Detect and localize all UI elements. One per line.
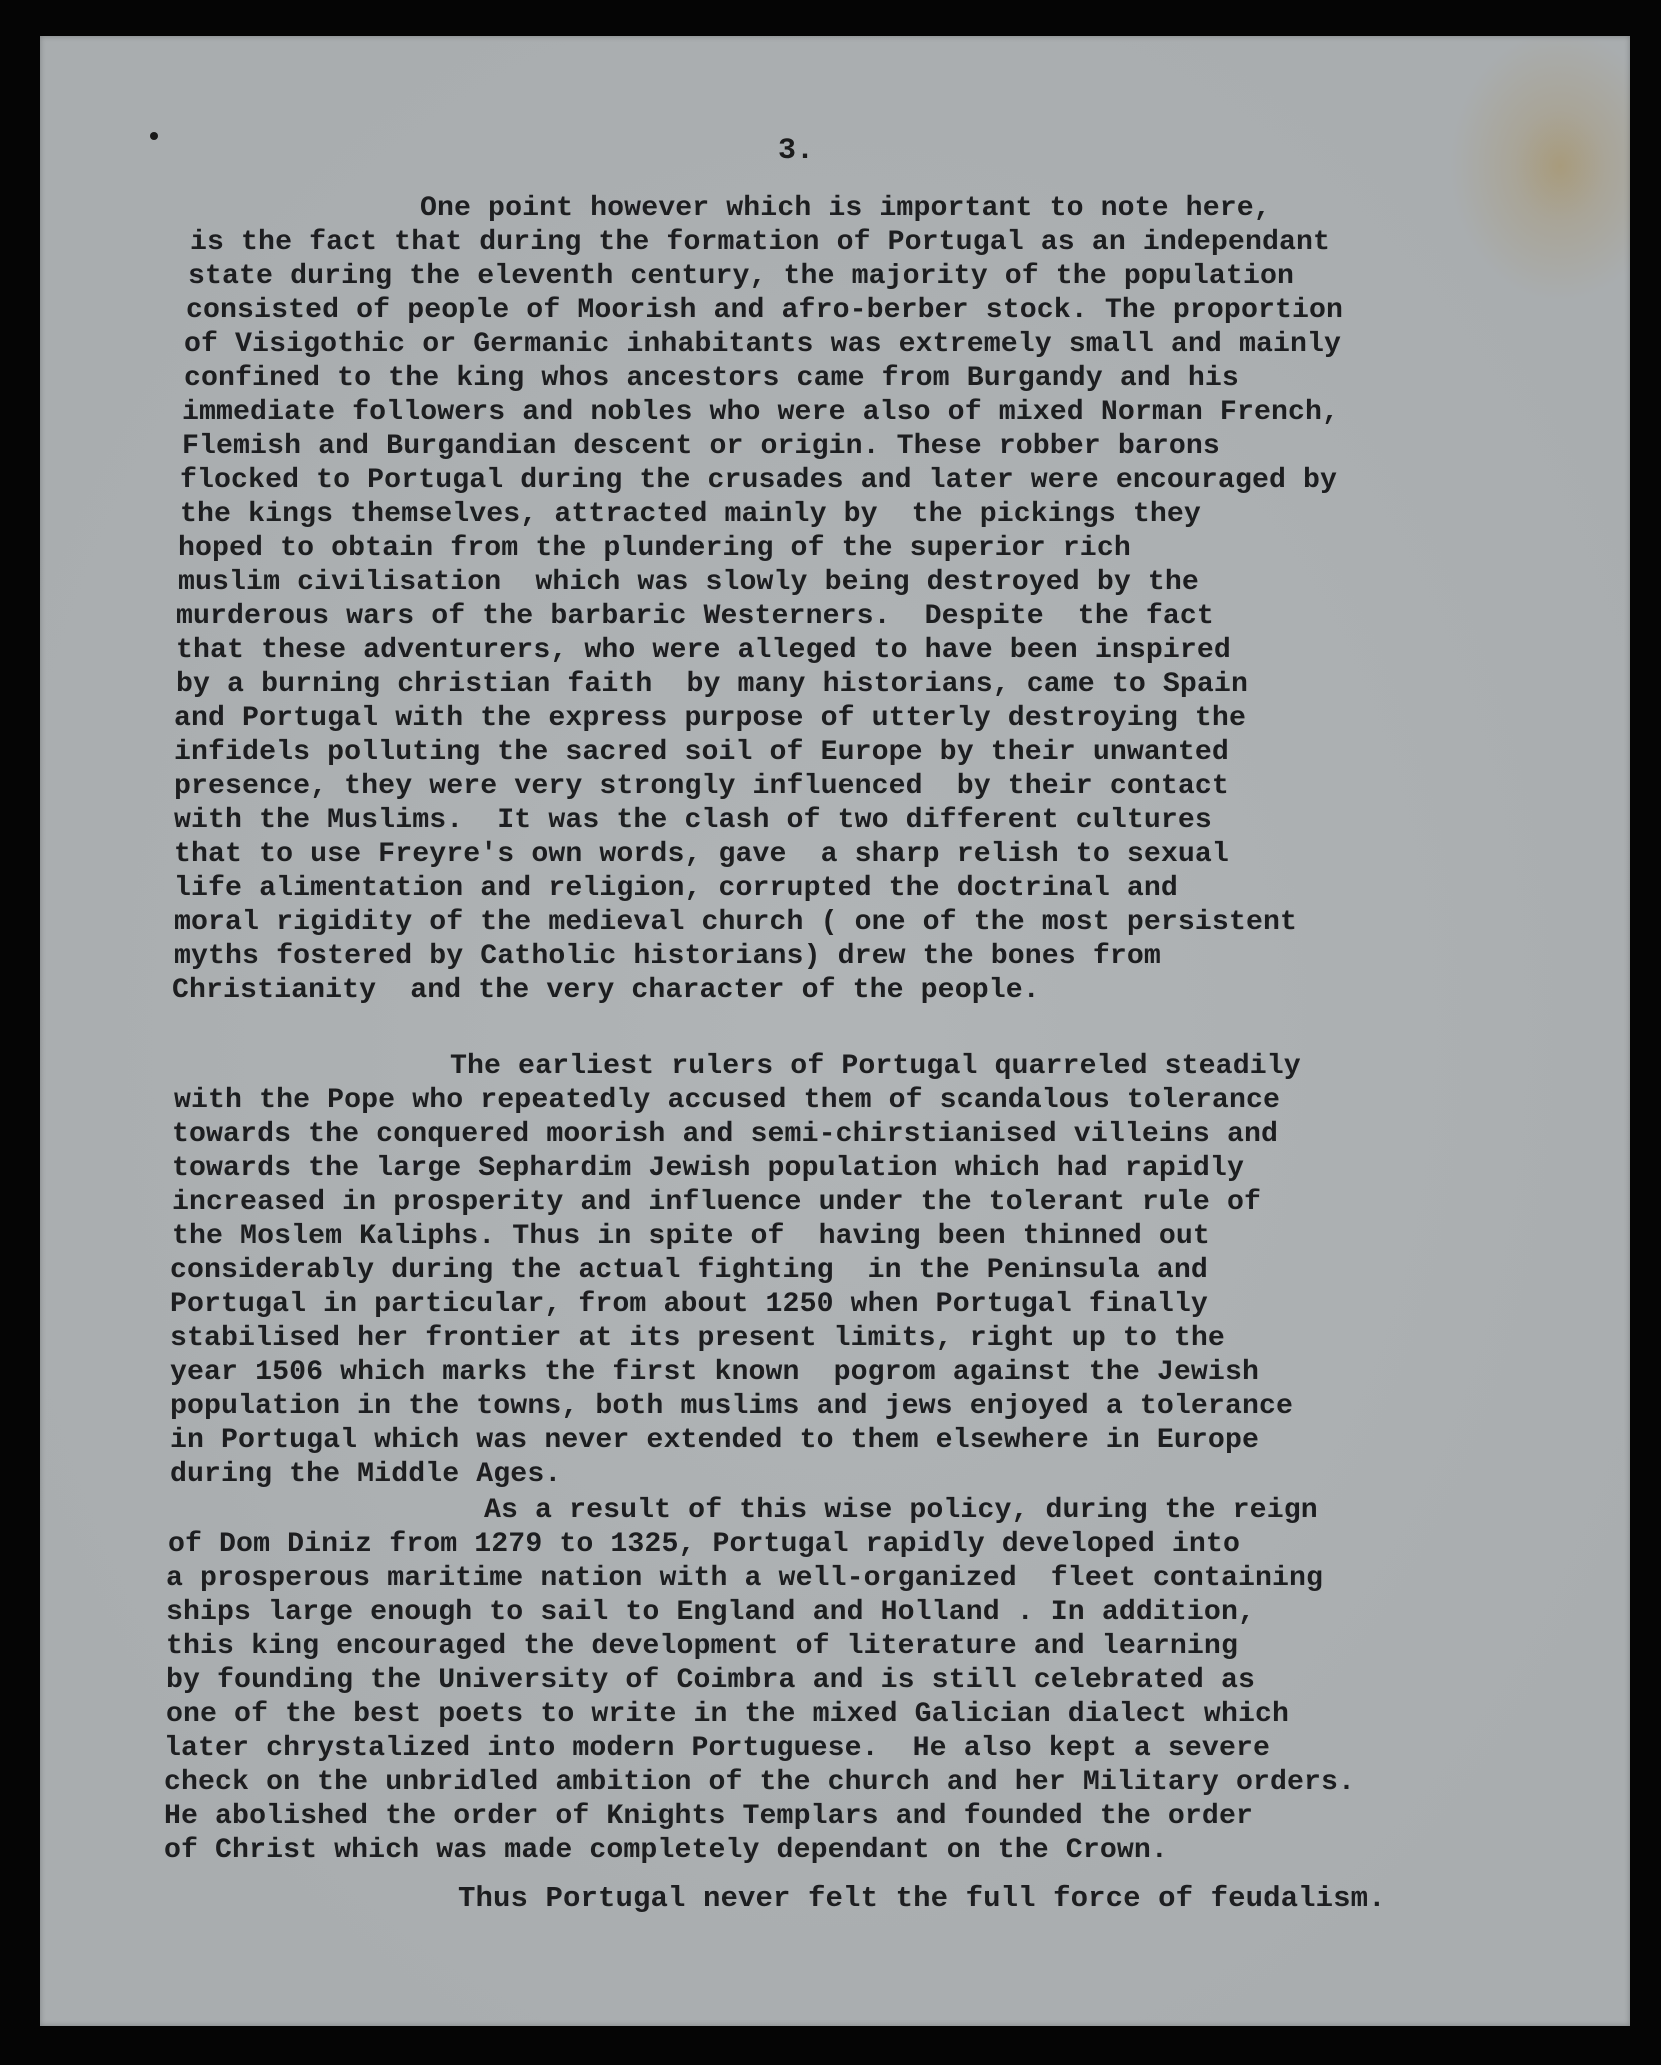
text-line: The earliest rulers of Portugal quarreled steadily	[450, 1051, 1301, 1082]
page-number: 3.	[778, 134, 815, 168]
text-line: by a burning christian faith by many historians, came to Spain	[176, 669, 1248, 700]
text-line: state during the eleventh century, the majority of the population	[188, 261, 1294, 292]
text-line: infidels polluting the sacred soil of Europe by their unwanted	[174, 737, 1229, 768]
text-line: Portugal in particular, from about 1250 when Portugal finally	[170, 1289, 1208, 1320]
text-line: during the Middle Ages.	[170, 1459, 562, 1490]
text-line: of Dom Diniz from 1279 to 1325, Portugal rapidly developed into	[168, 1529, 1240, 1560]
text-line: hoped to obtain from the plundering of the superior rich	[178, 533, 1131, 564]
text-line: this king encouraged the development of literature and learning	[166, 1631, 1238, 1662]
text-line: Flemish and Burgandian descent or origin. These robber barons	[182, 431, 1220, 462]
text-line: is the fact that during the formation of Portugal as an independant	[190, 227, 1331, 258]
text-line: moral rigidity of the medieval church ( one of the most persistent	[174, 907, 1298, 938]
text-line: a prosperous maritime nation with a well-organized fleet containing	[166, 1563, 1324, 1594]
text-line: the kings themselves, attracted mainly by the pickings they	[180, 499, 1201, 530]
text-line: confined to the king whos ancestors came from Burgandy and his	[184, 363, 1239, 394]
text-line: later chrystalized into modern Portuguese. He also kept a severe	[164, 1733, 1270, 1764]
text-line: murderous wars of the barbaric Westerners. Despite the fact	[176, 601, 1214, 632]
text-line: year 1506 which marks the first known pogrom against the Jewish	[170, 1357, 1259, 1388]
text-line: One point however which is important to note here,	[420, 193, 1271, 224]
text-line: by founding the University of Coimbra and is still celebrated as	[166, 1665, 1255, 1696]
text-line: towards the large Sephardim Jewish population which had rapidly	[172, 1153, 1244, 1184]
text-line: presence, they were very strongly influenced by their contact	[174, 771, 1229, 802]
text-line: considerably during the actual fighting in the Peninsula and	[170, 1255, 1208, 1286]
text-line: with the Muslims. It was the clash of two different cultures	[174, 805, 1212, 836]
text-line: of Visigothic or Germanic inhabitants was extremely small and mainly	[184, 329, 1342, 360]
text-line: and Portugal with the express purpose of utterly destroying the	[174, 703, 1246, 734]
text-line: consisted of people of Moorish and afro-berber stock. The proportion	[186, 295, 1344, 326]
text-line: with the Pope who repeatedly accused them of scandalous tolerance	[174, 1085, 1280, 1116]
text-line: that these adventurers, who were alleged to have been inspired	[176, 635, 1231, 666]
text-line: of Christ which was made completely dependant on the Crown.	[164, 1835, 1168, 1866]
text-line: that to use Freyre's own words, gave a sharp relish to sexual	[174, 839, 1229, 870]
text-line: one of the best poets to write in the mixed Galician dialect which	[166, 1699, 1290, 1730]
text-line: the Moslem Kaliphs. Thus in spite of having been thinned out	[172, 1221, 1210, 1252]
text-line: check on the unbridled ambition of the church and her Military orders.	[164, 1767, 1356, 1798]
text-line: He abolished the order of Knights Templars and founded the order	[164, 1801, 1253, 1832]
text-line: myths fostered by Catholic historians) drew the bones from	[174, 941, 1161, 972]
ink-dot	[150, 132, 158, 140]
text-line: Thus Portugal never felt the full force of feudalism.	[458, 1882, 1386, 1915]
text-line: stabilised her frontier at its present limits, right up to the	[170, 1323, 1225, 1354]
text-line: towards the conquered moorish and semi-chirstianised villeins and	[172, 1119, 1278, 1150]
text-line: immediate followers and nobles who were also of mixed Norman French,	[182, 397, 1340, 428]
text-line: ships large enough to sail to England and Holland . In addition,	[166, 1597, 1255, 1628]
text-line: muslim civilisation which was slowly being destroyed by the	[178, 567, 1199, 598]
text-line: in Portugal which was never extended to them elsewhere in Europe	[170, 1425, 1259, 1456]
text-line: increased in prosperity and influence under the tolerant rule of	[172, 1187, 1261, 1218]
text-line: flocked to Portugal during the crusades and later were encouraged by	[180, 465, 1338, 496]
text-line: Christianity and the very character of the people.	[172, 975, 1040, 1006]
text-line: population in the towns, both muslims and jews enjoyed a tolerance	[170, 1391, 1294, 1422]
text-line: As a result of this wise policy, during the reign	[484, 1495, 1318, 1526]
text-line: life alimentation and religion, corrupted the doctrinal and	[174, 873, 1178, 904]
